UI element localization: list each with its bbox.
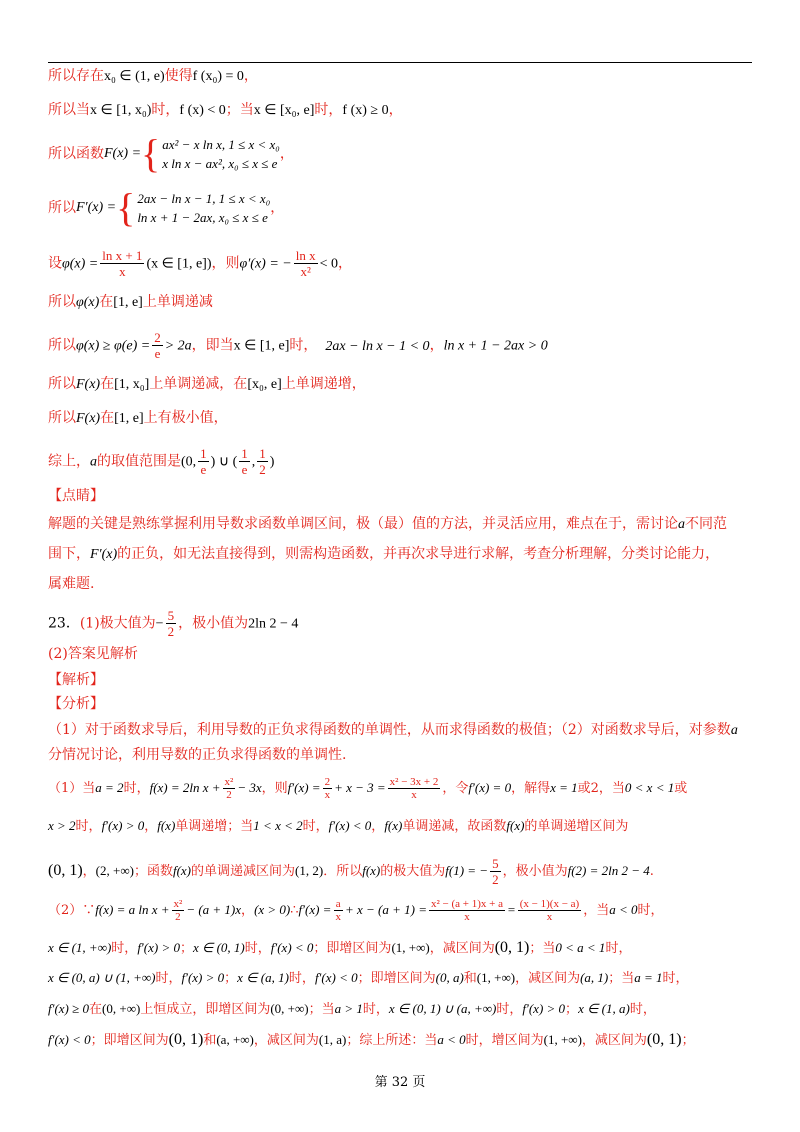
fraction [490, 856, 501, 887]
text: 上恒成立，即增区间为 [140, 1002, 271, 1017]
text: 时， [244, 941, 271, 956]
case-1: ax² − x ln x, 1 ≤ x < x₀ [162, 137, 280, 152]
text: ，减区间为 [253, 1033, 319, 1048]
text: ， [429, 337, 444, 354]
math: f(1) = − [445, 863, 489, 878]
solution-2 [48, 816, 628, 837]
text: （1）对于函数求导后，利用导数的正负求得函数的单调性，从而求得函数的极值；（2）对函数求导后，对参数 [48, 722, 731, 738]
text: 和 [463, 971, 477, 986]
math: f(x) = a ln x + [95, 902, 170, 917]
math: x ∈ (0, a) ∪ (1, +∞) [48, 970, 156, 985]
text: ；当 [608, 971, 635, 986]
denominator: x [464, 911, 470, 923]
text: ；即增区间为 [313, 941, 392, 956]
fraction [172, 898, 185, 923]
denominator: e [154, 346, 161, 361]
solution-4 [48, 898, 664, 923]
dianjing-p1 [48, 514, 727, 535]
fraction [388, 776, 441, 801]
math: (x ∈ [1, e]) [146, 256, 212, 272]
math: f(x) [384, 818, 403, 833]
numerator: 5 [492, 856, 499, 871]
text: ，则 [261, 781, 288, 796]
text: 所以 [48, 200, 76, 216]
fraction [333, 898, 343, 923]
text: ， [371, 819, 385, 834]
text: ∴ [290, 903, 299, 918]
text: 上单调递减，在 [149, 376, 248, 392]
fraction [429, 898, 505, 923]
math: (0, +∞) [270, 1001, 309, 1016]
q23-answer-1 [48, 608, 298, 639]
math: f′(x) < 0 [328, 818, 372, 833]
fraction [152, 330, 163, 361]
text: ；当 [225, 102, 254, 118]
text: 时， [662, 971, 689, 986]
solution-8 [48, 1030, 695, 1051]
numerator: ln x [295, 248, 316, 263]
math: x ∈ (1, +∞) [48, 940, 112, 955]
math: < 0 [319, 256, 339, 272]
text: ，减区间为 [515, 971, 581, 986]
text: 上有极小值， [143, 410, 228, 426]
line-7 [48, 330, 548, 361]
text: 时， [362, 1002, 389, 1017]
numerator: x² − (a + 1)x + a [430, 898, 503, 910]
math: f(x) [157, 818, 176, 833]
fraction [294, 248, 318, 279]
math: φ(x) ≥ φ(e) = [76, 338, 151, 354]
case-2: x ln x − ax², x₀ ≤ x ≤ e [162, 156, 278, 171]
text: 时， [496, 1002, 523, 1017]
text: 不同范 [685, 516, 727, 532]
math: ln x + 1 − 2ax > 0 [443, 338, 548, 354]
text: 时， [605, 941, 632, 956]
math: a = 1 [634, 970, 663, 985]
text: 所以 [48, 410, 76, 426]
analysis-1 [48, 720, 738, 741]
text: ； [565, 1002, 579, 1017]
math: (1, +∞) [391, 940, 430, 955]
math: x ∈ [x₀, e] [253, 103, 315, 118]
text: 所以函数 [48, 146, 104, 162]
piecewise [48, 185, 285, 230]
math: F′(x) = [76, 200, 117, 215]
math: a < 0 [437, 1032, 466, 1047]
solution-5 [48, 938, 631, 959]
math: F(x) [76, 377, 101, 392]
fenxi-title: 【分析】 [48, 696, 104, 712]
math: (0, 1) [168, 1031, 204, 1048]
fraction [223, 776, 236, 801]
text: （2）∵ [48, 903, 96, 918]
text: 使得 [164, 68, 193, 84]
text: ，解得 [511, 781, 551, 796]
math: (a, 1) [580, 970, 609, 985]
numerator: 1 [259, 446, 266, 461]
text: ， [270, 200, 285, 216]
text: ，则 [211, 255, 240, 272]
math: = [506, 902, 516, 917]
text: ，减区间为 [581, 1033, 647, 1048]
math: a [90, 454, 97, 470]
line-9 [48, 408, 228, 429]
fraction [257, 446, 268, 477]
text: 和 [203, 1033, 217, 1048]
math: x ∈ (1, a) [578, 1001, 630, 1016]
text: 时， [111, 941, 138, 956]
math: 1 < x < 2 [253, 818, 303, 833]
case-2: ln x + 1 − 2ax, x₀ ≤ x ≤ e [137, 210, 268, 225]
line-4-piecewise-Fprime [48, 185, 285, 230]
math: (0, [181, 454, 197, 470]
text: ， [241, 903, 255, 918]
denominator: 2 [492, 872, 499, 887]
denominator: 2 [175, 911, 181, 923]
text: ， [243, 68, 258, 84]
text: 时， [302, 819, 329, 834]
text: 在 [100, 376, 115, 392]
denominator: x [411, 789, 417, 801]
text: 上单调递增， [281, 376, 366, 392]
denominator: x [546, 911, 553, 923]
math: − (a + 1)x [186, 902, 242, 917]
text: ， [82, 864, 96, 879]
text: 时，增区间为 [465, 1033, 544, 1048]
text: 时， [314, 102, 343, 118]
denominator: x² [300, 264, 311, 279]
text: ，令 [442, 781, 469, 796]
math: [1, e] [113, 295, 143, 310]
text: 综上， [48, 453, 90, 470]
text: ； [681, 1033, 695, 1048]
text: (1)极大值为 [79, 615, 156, 632]
numerator: 1 [241, 446, 248, 461]
denominator: 2 [167, 624, 175, 639]
math: f′(x) = [287, 780, 321, 795]
text: 所以 [48, 294, 76, 310]
math: f′(x) < 0 [48, 1032, 91, 1047]
text: ；函数 [133, 864, 173, 879]
fraction [323, 776, 333, 801]
text: ；当 [308, 1002, 335, 1017]
text: 的单调递增区间为 [524, 819, 629, 834]
header-rule [48, 62, 752, 63]
line-2 [48, 100, 403, 121]
math: φ′(x) = − [239, 256, 292, 272]
denominator: x [324, 789, 331, 801]
math: 2ax − ln x − 1 < 0 [325, 338, 430, 354]
fraction [239, 446, 250, 477]
text: 时， [637, 903, 664, 918]
numerator: 2 [154, 330, 161, 345]
numerator: 2 [324, 776, 331, 788]
text: 时， [155, 971, 182, 986]
text: ， [388, 102, 403, 118]
text: 在 [100, 410, 115, 426]
text: 解题的关键是熟练掌握利用导数求函数单调区间，极（最）值的方法，并灵活应用，难点在于，需讨论 [48, 516, 678, 532]
cases [137, 189, 270, 227]
math: x ∈ (a, 1) [237, 970, 289, 985]
text: ，当 [583, 903, 610, 918]
math: (0, 1) [48, 862, 83, 879]
left-brace: { [116, 185, 136, 230]
jiexi-title: 【解析】 [48, 672, 104, 688]
math: a [730, 723, 738, 738]
math: a > 1 [334, 1001, 363, 1016]
text: 设 [48, 255, 62, 272]
math: f(x) [506, 818, 525, 833]
fraction [198, 446, 209, 477]
math: x ∈ (0, 1) [192, 940, 245, 955]
math: f (x₀) = 0 [192, 69, 244, 84]
math: x = 1 [550, 780, 578, 795]
text: 在 [99, 294, 114, 310]
dianjing-title: 【点睛】 [48, 488, 104, 504]
math: f′(x) < 0 [314, 970, 358, 985]
fraction [518, 898, 581, 923]
solution-3 [48, 856, 654, 887]
math: (x > 0) [254, 902, 291, 917]
math: f′(x) = [298, 902, 332, 917]
math: , [251, 454, 256, 470]
math: (1, 2) [295, 863, 324, 878]
math: (1, a) [318, 1032, 347, 1047]
math: a < 0 [609, 902, 638, 917]
math: (0, +∞) [102, 1001, 141, 1016]
page-number: 第 32 页 [374, 1075, 426, 1090]
solution-7 [48, 999, 656, 1020]
math: − [155, 616, 164, 632]
denominator: e [200, 462, 207, 477]
text: （1）当 [48, 781, 96, 796]
denominator: 2 [259, 462, 266, 477]
math: ) [269, 454, 275, 470]
text: ； [179, 941, 193, 956]
solution-1 [48, 776, 687, 801]
numerator: 5 [167, 608, 175, 623]
line-8 [48, 374, 366, 395]
text: ，极小值为 [502, 864, 568, 879]
math: f (x) < 0 [179, 103, 226, 118]
q23-answer-2: (2)答案见解析 [48, 646, 138, 662]
math: 2ln 2 − 4 [248, 616, 299, 632]
math: f(x) [172, 863, 191, 878]
math: x > 2 [48, 818, 76, 833]
text: ，即当 [191, 337, 234, 354]
text: ；即增区间为 [90, 1033, 169, 1048]
text: ， [279, 146, 294, 162]
math: f′(x) > 0 [137, 940, 180, 955]
text: 的单调递减区间为 [191, 864, 296, 879]
text: 在 [89, 1002, 103, 1017]
text: 时， [151, 102, 180, 118]
text: ； [224, 971, 238, 986]
numerator: (x − 1)(x − a) [519, 898, 580, 910]
numerator: 1 [200, 446, 207, 461]
math: (2, +∞) [95, 863, 134, 878]
math: a = 2 [95, 780, 124, 795]
fraction [100, 248, 144, 279]
math: [x₀, e] [247, 377, 282, 392]
math: x ∈ (0, 1) ∪ (a, +∞) [388, 1001, 497, 1016]
text: ．所以 [323, 864, 363, 879]
math: [1, e] [114, 411, 144, 426]
text: 时， [629, 1002, 656, 1017]
math: x ∈ [1, e] [233, 338, 290, 354]
line-10 [48, 446, 274, 477]
text: 所以存在 [48, 68, 104, 84]
math: f′(x) > 0 [181, 970, 225, 985]
text: 时， [289, 337, 318, 354]
denominator: 2 [226, 789, 232, 801]
math: (0, 1) [494, 939, 530, 956]
text: 或2，当 [577, 781, 625, 796]
text: ；即增区间为 [357, 971, 436, 986]
math: (0, 1) [646, 1031, 682, 1048]
numerator: ln x + 1 [102, 248, 143, 263]
line-5 [48, 248, 352, 279]
dianjing-p2 [48, 544, 719, 565]
math: + x − 3 = [334, 780, 386, 795]
math: x₀ ∈ (1, e) [104, 69, 165, 84]
line-1 [48, 66, 258, 87]
fraction [166, 608, 177, 639]
text: 的取值范围是 [97, 453, 181, 470]
math: F′(x) [90, 547, 118, 562]
text: 所以 [48, 337, 76, 354]
case-1: 2ax − ln x − 1, 1 ≤ x < x₀ [137, 191, 271, 206]
math: f(x) = 2ln x + [149, 780, 221, 795]
denominator: e [241, 462, 248, 477]
numerator: x² [224, 776, 234, 788]
text: ；当 [529, 941, 556, 956]
math: x ∈ [1, x₀) [90, 103, 152, 118]
left-brace: { [141, 131, 161, 176]
math: + x − (a + 1) = [344, 902, 427, 917]
math: F(x) [76, 411, 101, 426]
piecewise [48, 131, 294, 176]
math: f(2) = 2ln 2 − 4 [567, 863, 650, 878]
math: ) ∪ ( [210, 454, 238, 470]
text: 或 [674, 781, 688, 796]
math: φ(x) = [62, 256, 99, 272]
question-number: 23． [48, 615, 80, 632]
solution-6 [48, 968, 689, 989]
text: 上单调递减 [142, 294, 213, 310]
text: 所以当 [48, 102, 90, 118]
numerator: a [335, 898, 341, 910]
math: (0, a) [435, 970, 464, 985]
math: f′(x) ≥ 0 [48, 1001, 90, 1016]
math: f′(x) = 0 [468, 780, 512, 795]
text: 时， [288, 971, 315, 986]
math: (a, +∞) [216, 1032, 254, 1047]
math: F(x) = [104, 146, 142, 161]
math: φ(x) [76, 295, 100, 310]
text: 单调递增；当 [175, 819, 254, 834]
math: [1, x₀] [114, 377, 150, 392]
math: > 2a [164, 338, 192, 354]
text: 的极大值为 [380, 864, 446, 879]
text: ；综上所述：当 [346, 1033, 438, 1048]
numerator: x² − 3x + 2 [389, 776, 439, 788]
numerator: x² [173, 898, 183, 910]
text: 单调递减，故函数 [402, 819, 507, 834]
text: 时， [75, 819, 102, 834]
math: f (x) ≥ 0 [342, 103, 389, 118]
math: 0 < x < 1 [624, 780, 675, 795]
line-3-piecewise-F [48, 131, 294, 176]
text: . [649, 864, 654, 879]
math: a [678, 517, 685, 532]
math: f′(x) > 0 [522, 1001, 566, 1016]
denominator: x [335, 911, 341, 923]
math: (1, +∞) [476, 970, 516, 985]
math: (1, +∞) [543, 1032, 582, 1047]
text: 围下， [48, 546, 90, 562]
math: − 3x [237, 780, 262, 795]
denominator: x [119, 264, 126, 279]
line-6 [48, 292, 213, 313]
text: ， [144, 819, 158, 834]
math: 0 < a < 1 [555, 940, 606, 955]
text: 所以 [48, 376, 76, 392]
text: ，极小值为 [178, 615, 249, 632]
cases [162, 135, 280, 173]
text: ，减区间为 [429, 941, 495, 956]
math: f′(x) > 0 [101, 818, 145, 833]
text: ， [338, 255, 353, 272]
math: f(x) [362, 863, 381, 878]
dianjing-p3: 属难题. [48, 576, 95, 592]
text: 时， [123, 781, 150, 796]
analysis-2: 分情况讨论，利用导数的正负求得函数的单调性. [48, 747, 347, 763]
math: f′(x) < 0 [270, 940, 314, 955]
text: 的正负，如无法直接得到，则需构造函数，并再次求导进行求解，考查分析理解，分类讨论能力， [117, 546, 720, 562]
